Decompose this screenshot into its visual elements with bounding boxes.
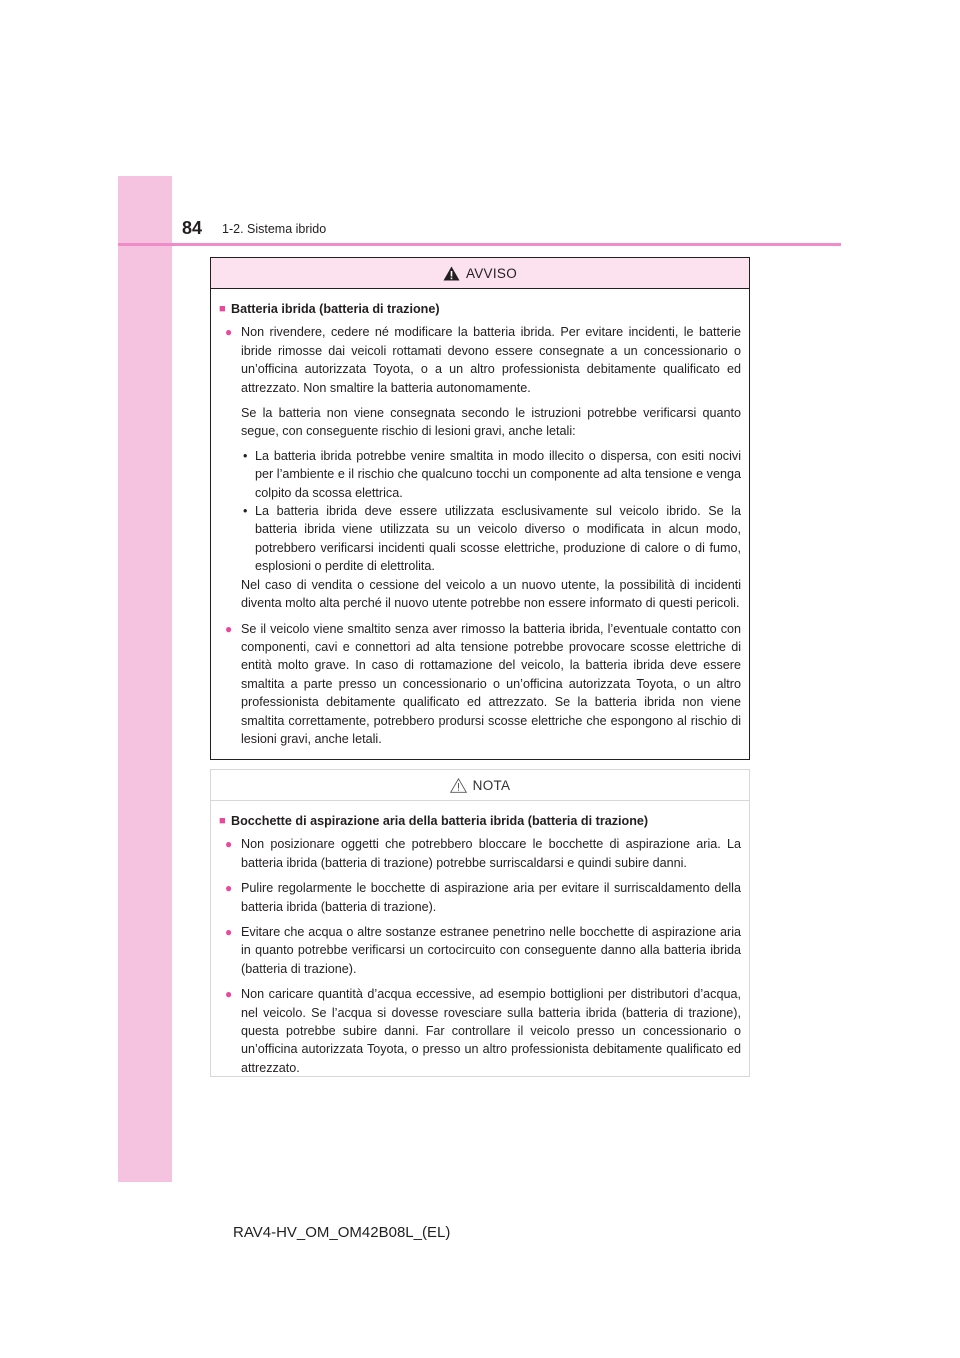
warning-item — [219, 620, 741, 749]
warning-heading-text: Batteria ibrida (batteria di trazione) — [231, 302, 440, 316]
note-item: ● Pulire regolarmente le bocchette di aspirazione aria per evitare il surriscaldamento della batteria ibrida (batteria di trazione). — [219, 879, 741, 916]
note-item: ● Evitare che acqua o altre sostanze estranee penetrino nelle bocchette di aspirazione aria in quanto potrebbe verificarsi un cortocircuito con conseguente danno alla batteria ibrida (batteria di trazione). — [219, 923, 741, 978]
note-heading-text: Bocchette di aspirazione aria della batteria ibrida (batteria di trazione) — [231, 814, 649, 828]
warning-heading — [219, 300, 741, 318]
square-bullet-icon: ■ — [219, 303, 226, 315]
note-header — [211, 770, 749, 801]
square-bullet-icon: ■ — [219, 815, 226, 827]
section-title: 1-2. Sistema ibrido — [222, 222, 327, 236]
note-item: ● Non posizionare oggetti che potrebbero bloccare le bocchette di aspirazione aria. La batteria ibrida (batteria di trazione) potrebbe surriscaldarsi e quindi subire danni. — [219, 835, 741, 872]
circle-bullet-icon: ● — [225, 925, 233, 940]
circle-bullet-icon: ● — [225, 987, 233, 1002]
warning-consequence-intro: Se la batteria non viene consegnata secondo le istruzioni potrebbe verificarsi quanto segue, con conseguente rischio di lesioni gravi, anche letali: — [241, 406, 741, 439]
warning-triangle-icon — [443, 266, 460, 281]
caution-triangle-icon — [450, 778, 467, 793]
document-code: RAV4-HV_OM_OM42B08L_(EL) — [233, 1224, 451, 1241]
warning-subpoint: • La batteria ibrida deve essere utilizzata esclusivamente sul veicolo ibrido. Se la batteria ibrida viene utilizzata su un veicolo diverso o modificata in alcun modo, potrebbero verificarsi incidenti quali scosse elettriche, produzione di calore o di fumo, esplosioni o perdite di elettrolita. — [241, 502, 741, 576]
note-box — [210, 769, 750, 1077]
dot-bullet-icon: • — [243, 504, 248, 519]
circle-bullet-icon: ● — [225, 621, 233, 636]
warning-box — [210, 257, 750, 760]
page-number: 84 — [182, 218, 203, 238]
warning-resale-note: Nel caso di vendita o cessione del veicolo a un nuovo utente, la possibilità di incidenti diventa molto alta perché il nuovo utente potrebbe non essere informato di questi pericoli. — [241, 577, 741, 611]
warning-title: AVVISO — [465, 265, 518, 281]
warning-subpoint: • La batteria ibrida potrebbe venire smaltita in modo illecito o dispersa, con esiti nocivi per l’ambiente e il rischio che qualcuno tocchi un componente ad alta tensione e venga colpito da scossa elettrica. — [241, 447, 741, 502]
dot-bullet-icon: • — [243, 448, 248, 463]
note-item: ● Non caricare quantità d’acqua eccessive, ad esempio bottiglioni per distributori d’acqua, nel veicolo. Se l’acqua si dovesse rovesciare sulla batteria ibrida (batteria di trazione), questa potrebbe subire danni. Far controllare il veicolo presso un concessionario o un’officina autorizzata Toyota, o presso un altro professionista debitamente qualificato ed attrezzato. — [219, 985, 741, 1077]
circle-bullet-icon: ● — [225, 881, 233, 896]
note-title: NOTA — [472, 777, 511, 793]
note-body — [211, 801, 749, 1077]
warning-item-text: Se il veicolo viene smaltito senza aver rimosso la batteria ibrida, l’eventuale contatto con componenti, cavi e connettori ad alta tensione potrebbe provocare scosse elettriche di entità molto grave. In caso di rottamazione del veicolo, la batteria ibrida deve essere smaltita a parte presso un concessionario o un’officina autorizzata Toyota, o un altro professionista debitamente qualificato ed attrezzato. Se la batteria ibrida non viene smaltita correttamente, potrebbero prodursi scosse elettriche che espongono al rischio di lesioni gravi, anche letali. — [241, 621, 741, 746]
warning-header — [211, 258, 749, 289]
side-margin-band — [118, 176, 172, 1182]
circle-bullet-icon: ● — [225, 837, 233, 852]
header-rule — [118, 243, 841, 246]
warning-body — [211, 289, 749, 748]
note-heading — [219, 812, 741, 830]
warning-item-text: Non rivendere, cedere né modificare la batteria ibrida. Per evitare incidenti, le batterie ibride rimosse dai veicoli rottamati devono essere consegnate a un concessionario o un’officina autorizzata Toyota, o a un altro professionista debitamente qualificato ed attrezzato. Non smaltire la batteria autonomamente. — [241, 325, 741, 395]
circle-bullet-icon: ● — [225, 325, 233, 340]
warning-item — [219, 323, 741, 612]
